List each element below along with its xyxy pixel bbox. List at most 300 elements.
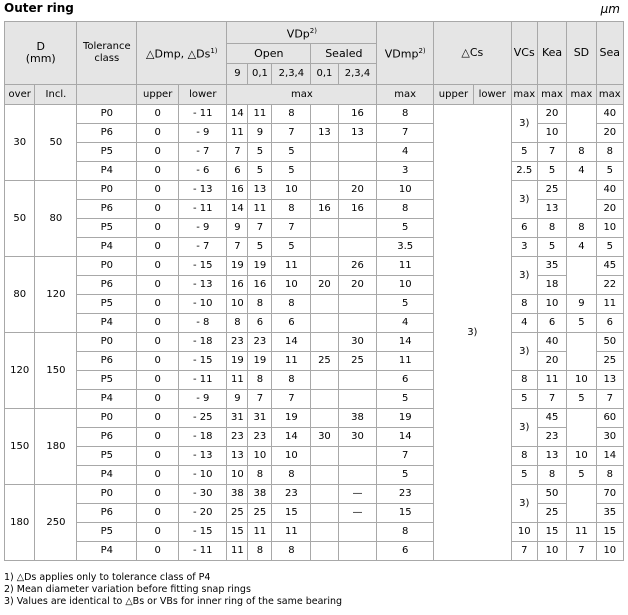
sea-value: 8 <box>596 466 623 485</box>
vdp-sealed-234: 16 <box>338 105 377 124</box>
vdp-open-01: 5 <box>248 238 272 257</box>
vdp-sealed-01 <box>311 485 338 504</box>
vdp-open-9: 38 <box>227 485 248 504</box>
tolerance-class: P5 <box>77 447 137 466</box>
vdp-sealed-234 <box>338 238 377 257</box>
header-upper: upper <box>137 85 179 105</box>
sd-value: 7 <box>567 542 596 561</box>
vdmp: 10 <box>377 276 434 295</box>
vcs-value: 7 <box>511 542 537 561</box>
header-open: Open <box>227 44 311 64</box>
vdp-sealed-01 <box>311 409 338 428</box>
header-cs-upper: upper <box>434 85 474 105</box>
vdp-open-9: 6 <box>227 162 248 181</box>
dmp-upper: 0 <box>137 333 179 352</box>
range-over: 150 <box>5 409 35 485</box>
dmp-lower: - 18 <box>179 428 227 447</box>
vcs-note: 3) <box>511 181 537 219</box>
vdmp: 4 <box>377 314 434 333</box>
vdp-open-234: 19 <box>272 409 311 428</box>
vdp-sealed-01: 13 <box>311 124 338 143</box>
vdp-sealed-01: 25 <box>311 352 338 371</box>
dmp-upper: 0 <box>137 371 179 390</box>
vdp-open-234: 8 <box>272 200 311 219</box>
vdp-sealed-01 <box>311 371 338 390</box>
vdp-sealed-01 <box>311 466 338 485</box>
vdp-open-234: 11 <box>272 257 311 276</box>
range-over: 50 <box>5 181 35 257</box>
kea-value: 25 <box>537 504 566 523</box>
sd-value: 10 <box>567 447 596 466</box>
dmp-lower: - 7 <box>179 238 227 257</box>
header-open-234: 2,3,4 <box>272 64 311 85</box>
tolerance-class: P4 <box>77 542 137 561</box>
sea-value: 60 <box>596 409 623 428</box>
vdp-open-234: 7 <box>272 124 311 143</box>
header-delta-dmp-label: △Dmp, △Ds <box>146 47 211 61</box>
vdp-sealed-01 <box>311 504 338 523</box>
dmp-lower: - 18 <box>179 333 227 352</box>
vdp-open-01: 19 <box>248 352 272 371</box>
vdp-open-01: 38 <box>248 485 272 504</box>
header-sd: SD <box>567 22 596 85</box>
vdp-open-234: 6 <box>272 314 311 333</box>
vdmp: 5 <box>377 466 434 485</box>
vdp-open-9: 11 <box>227 371 248 390</box>
sea-value: 20 <box>596 124 623 143</box>
table-row <box>5 162 624 181</box>
range-over: 180 <box>5 485 35 561</box>
range-incl: 150 <box>35 333 77 409</box>
vcs-value: 4 <box>511 314 537 333</box>
delta-cs-note: 3) <box>434 105 512 561</box>
header-sd-max: max <box>567 85 596 105</box>
sea-value: 14 <box>596 447 623 466</box>
vdp-sealed-234: 20 <box>338 276 377 295</box>
header-vdmp <box>377 22 434 85</box>
vcs-value: 5 <box>511 143 537 162</box>
tolerance-class: P0 <box>77 485 137 504</box>
header-vdp-max: max <box>227 85 377 105</box>
dmp-lower: - 13 <box>179 181 227 200</box>
header-vdmp-max: max <box>377 85 434 105</box>
range-over: 30 <box>5 105 35 181</box>
vdp-sealed-234: 16 <box>338 200 377 219</box>
header-d-unit: (mm) <box>25 52 56 65</box>
table-row <box>5 105 624 124</box>
dmp-lower: - 15 <box>179 257 227 276</box>
table-row <box>5 390 624 409</box>
vdp-sealed-234 <box>338 390 377 409</box>
sea-value: 11 <box>596 295 623 314</box>
vdp-open-9: 7 <box>227 143 248 162</box>
kea-value: 23 <box>537 428 566 447</box>
vdp-open-9: 14 <box>227 200 248 219</box>
sd-value: 10 <box>567 371 596 390</box>
vdp-open-9: 10 <box>227 466 248 485</box>
header-vdp-label: VDp <box>286 27 310 41</box>
header-d-label: D <box>36 40 45 53</box>
table-body <box>5 105 624 561</box>
vdmp: 23 <box>377 485 434 504</box>
vdmp: 19 <box>377 409 434 428</box>
sea-value: 7 <box>596 390 623 409</box>
sd-value: 8 <box>567 143 596 162</box>
kea-value: 45 <box>537 409 566 428</box>
vdp-open-234: 8 <box>272 466 311 485</box>
vdp-open-01: 5 <box>248 162 272 181</box>
vdp-sealed-234 <box>338 447 377 466</box>
kea-value: 20 <box>537 105 566 124</box>
sea-value: 40 <box>596 181 623 200</box>
header-tolerance-blank <box>77 85 137 105</box>
vdp-open-9: 16 <box>227 181 248 200</box>
dmp-lower: - 15 <box>179 352 227 371</box>
vdp-sealed-234: — <box>338 485 377 504</box>
vdp-open-234: 8 <box>272 542 311 561</box>
dmp-upper: 0 <box>137 409 179 428</box>
kea-value: 50 <box>537 485 566 504</box>
vdp-open-01: 25 <box>248 504 272 523</box>
header-vdmp-label: VDmp <box>384 47 419 61</box>
sd-value: 9 <box>567 295 596 314</box>
dmp-upper: 0 <box>137 162 179 181</box>
vdp-open-01: 8 <box>248 295 272 314</box>
vdp-open-01: 19 <box>248 257 272 276</box>
vdp-sealed-01 <box>311 314 338 333</box>
tolerance-class: P0 <box>77 105 137 124</box>
dmp-upper: 0 <box>137 276 179 295</box>
vdp-sealed-01 <box>311 143 338 162</box>
sd-blank <box>567 409 596 447</box>
header-over: over <box>5 85 35 105</box>
vdp-open-234: 8 <box>272 295 311 314</box>
vdp-open-01: 10 <box>248 447 272 466</box>
vdp-open-01: 8 <box>248 466 272 485</box>
dmp-upper: 0 <box>137 466 179 485</box>
header-open-9: 9 <box>227 64 248 85</box>
header-sealed: Sealed <box>311 44 377 64</box>
kea-value: 15 <box>537 523 566 542</box>
tolerance-class: P4 <box>77 162 137 181</box>
range-incl: 250 <box>35 485 77 561</box>
table-row <box>5 523 624 542</box>
dmp-lower: - 9 <box>179 124 227 143</box>
range-incl: 120 <box>35 257 77 333</box>
vdmp: 8 <box>377 200 434 219</box>
vdp-open-234: 23 <box>272 485 311 504</box>
vdp-open-01: 6 <box>248 314 272 333</box>
vdp-sealed-234 <box>338 295 377 314</box>
vdp-open-9: 14 <box>227 105 248 124</box>
vdp-open-9: 13 <box>227 447 248 466</box>
sea-value: 30 <box>596 428 623 447</box>
tolerance-class: P4 <box>77 390 137 409</box>
sea-value: 70 <box>596 485 623 504</box>
vdmp: 8 <box>377 523 434 542</box>
table-row <box>5 371 624 390</box>
vdp-sealed-234 <box>338 523 377 542</box>
vdp-sealed-01 <box>311 219 338 238</box>
vdp-sealed-01 <box>311 333 338 352</box>
vdp-sealed-234: 13 <box>338 124 377 143</box>
header-lower: lower <box>179 85 227 105</box>
dmp-lower: - 8 <box>179 314 227 333</box>
range-incl: 180 <box>35 409 77 485</box>
dmp-upper: 0 <box>137 181 179 200</box>
dmp-upper: 0 <box>137 314 179 333</box>
vcs-note: 3) <box>511 105 537 143</box>
sea-value: 13 <box>596 371 623 390</box>
vdp-open-9: 11 <box>227 542 248 561</box>
kea-value: 5 <box>537 162 566 181</box>
table-row <box>5 333 624 352</box>
sd-value: 5 <box>567 314 596 333</box>
vdp-sealed-01 <box>311 238 338 257</box>
sea-value: 40 <box>596 105 623 124</box>
vdp-sealed-234: 26 <box>338 257 377 276</box>
sd-value: 5 <box>567 466 596 485</box>
vdp-open-01: 7 <box>248 390 272 409</box>
vdmp: 6 <box>377 542 434 561</box>
vdp-sealed-234 <box>338 466 377 485</box>
vdmp: 3.5 <box>377 238 434 257</box>
tolerance-class: P4 <box>77 314 137 333</box>
vdp-open-9: 9 <box>227 219 248 238</box>
sea-value: 35 <box>596 504 623 523</box>
vdmp: 3 <box>377 162 434 181</box>
vdp-open-234: 10 <box>272 181 311 200</box>
footnote-2: 2) Mean diameter variation before fitting snap rings <box>4 584 251 595</box>
vdmp: 7 <box>377 124 434 143</box>
vdmp: 8 <box>377 105 434 124</box>
kea-value: 18 <box>537 276 566 295</box>
vdp-sealed-01: 20 <box>311 276 338 295</box>
vcs-value: 5 <box>511 466 537 485</box>
dmp-lower: - 9 <box>179 219 227 238</box>
kea-value: 10 <box>537 542 566 561</box>
vdp-sealed-01: 30 <box>311 428 338 447</box>
vdp-sealed-234: — <box>338 504 377 523</box>
vdp-open-9: 9 <box>227 390 248 409</box>
range-incl: 80 <box>35 181 77 257</box>
dmp-upper: 0 <box>137 485 179 504</box>
dmp-upper: 0 <box>137 257 179 276</box>
vcs-note: 3) <box>511 333 537 371</box>
dmp-lower: - 13 <box>179 276 227 295</box>
tolerance-class: P5 <box>77 295 137 314</box>
vdp-sealed-01 <box>311 542 338 561</box>
dmp-lower: - 10 <box>179 295 227 314</box>
sd-blank <box>567 181 596 219</box>
dmp-lower: - 11 <box>179 200 227 219</box>
vdmp: 7 <box>377 447 434 466</box>
vdp-sealed-01 <box>311 162 338 181</box>
vcs-value: 6 <box>511 219 537 238</box>
vcs-value: 8 <box>511 447 537 466</box>
vdp-open-01: 8 <box>248 542 272 561</box>
vdmp: 4 <box>377 143 434 162</box>
vdp-open-9: 25 <box>227 504 248 523</box>
vdp-open-9: 31 <box>227 409 248 428</box>
header-vdp <box>227 22 377 44</box>
vdp-open-01: 5 <box>248 143 272 162</box>
vdp-sealed-01 <box>311 523 338 542</box>
vdp-open-234: 7 <box>272 219 311 238</box>
kea-value: 13 <box>537 200 566 219</box>
dmp-upper: 0 <box>137 428 179 447</box>
footnote-1: 1) △Ds applies only to tolerance class of P4 <box>4 572 211 583</box>
dmp-lower: - 10 <box>179 466 227 485</box>
sd-value: 8 <box>567 219 596 238</box>
kea-value: 6 <box>537 314 566 333</box>
vdp-open-234: 5 <box>272 238 311 257</box>
sd-blank <box>567 105 596 143</box>
dmp-lower: - 11 <box>179 105 227 124</box>
vdmp: 10 <box>377 181 434 200</box>
tolerance-class: P0 <box>77 333 137 352</box>
vdp-open-234: 8 <box>272 371 311 390</box>
range-over: 120 <box>5 333 35 409</box>
dmp-upper: 0 <box>137 200 179 219</box>
table-row <box>5 238 624 257</box>
kea-value: 7 <box>537 143 566 162</box>
sd-value: 4 <box>567 162 596 181</box>
tolerance-class: P4 <box>77 238 137 257</box>
header-d <box>5 22 77 85</box>
kea-value: 10 <box>537 124 566 143</box>
tolerance-class: P5 <box>77 219 137 238</box>
vdp-open-01: 11 <box>248 523 272 542</box>
sea-value: 45 <box>596 257 623 276</box>
header-cs-lower: lower <box>473 85 511 105</box>
header-sealed-234: 2,3,4 <box>338 64 377 85</box>
header-incl: Incl. <box>35 85 77 105</box>
dmp-upper: 0 <box>137 447 179 466</box>
tolerance-class: P0 <box>77 257 137 276</box>
sea-value: 15 <box>596 523 623 542</box>
header-tolerance-class: Tolerance class <box>77 22 137 85</box>
vdp-open-9: 23 <box>227 428 248 447</box>
sea-value: 5 <box>596 238 623 257</box>
dmp-upper: 0 <box>137 352 179 371</box>
vdp-sealed-234: 25 <box>338 352 377 371</box>
sd-blank <box>567 485 596 523</box>
outer-ring-tolerance-table <box>4 21 624 561</box>
kea-value: 7 <box>537 390 566 409</box>
vcs-value: 2.5 <box>511 162 537 181</box>
header-sealed-01: 0,1 <box>311 64 338 85</box>
vdp-sealed-01 <box>311 181 338 200</box>
vdp-open-234: 7 <box>272 390 311 409</box>
vdp-open-9: 16 <box>227 276 248 295</box>
vdp-open-01: 8 <box>248 371 272 390</box>
table-row <box>5 409 624 428</box>
vdp-open-234: 15 <box>272 504 311 523</box>
table-row <box>5 447 624 466</box>
tolerance-class: P5 <box>77 523 137 542</box>
vdmp: 11 <box>377 352 434 371</box>
vdp-open-234: 14 <box>272 333 311 352</box>
kea-value: 25 <box>537 181 566 200</box>
vdp-open-01: 23 <box>248 333 272 352</box>
sea-value: 8 <box>596 143 623 162</box>
header-kea: Kea <box>537 22 566 85</box>
vdmp: 5 <box>377 295 434 314</box>
sea-value: 5 <box>596 162 623 181</box>
vdp-open-01: 16 <box>248 276 272 295</box>
footnote-3: 3) Values are identical to △Bs or VBs for inner ring of the same bearing <box>4 596 343 607</box>
header-delta-dmp <box>137 22 227 85</box>
dmp-upper: 0 <box>137 295 179 314</box>
vdp-sealed-01: 16 <box>311 200 338 219</box>
dmp-upper: 0 <box>137 390 179 409</box>
tolerance-class: P4 <box>77 466 137 485</box>
vdp-open-01: 7 <box>248 219 272 238</box>
sd-blank <box>567 257 596 295</box>
kea-value: 5 <box>537 238 566 257</box>
vdp-sealed-234: 30 <box>338 428 377 447</box>
dmp-lower: - 7 <box>179 143 227 162</box>
dmp-lower: - 11 <box>179 542 227 561</box>
vdp-open-9: 23 <box>227 333 248 352</box>
vcs-note: 3) <box>511 485 537 523</box>
vdmp: 11 <box>377 257 434 276</box>
vdmp: 5 <box>377 219 434 238</box>
vdp-sealed-234: 20 <box>338 181 377 200</box>
table-title: Outer ring <box>4 1 74 15</box>
vdp-sealed-01 <box>311 105 338 124</box>
table-row <box>5 181 624 200</box>
header-sea: Sea <box>596 22 623 85</box>
tolerance-class: P5 <box>77 371 137 390</box>
tolerance-class: P0 <box>77 409 137 428</box>
dmp-upper: 0 <box>137 504 179 523</box>
vcs-value: 8 <box>511 295 537 314</box>
kea-value: 13 <box>537 447 566 466</box>
vdp-sealed-01 <box>311 257 338 276</box>
vdp-open-01: 13 <box>248 181 272 200</box>
kea-value: 10 <box>537 295 566 314</box>
dmp-lower: - 30 <box>179 485 227 504</box>
tolerance-class: P0 <box>77 181 137 200</box>
vdp-open-234: 10 <box>272 276 311 295</box>
vdp-open-9: 7 <box>227 238 248 257</box>
dmp-upper: 0 <box>137 542 179 561</box>
kea-value: 40 <box>537 333 566 352</box>
dmp-upper: 0 <box>137 523 179 542</box>
vdp-open-01: 11 <box>248 105 272 124</box>
sea-value: 20 <box>596 200 623 219</box>
vdp-open-234: 5 <box>272 162 311 181</box>
vdmp: 14 <box>377 428 434 447</box>
kea-value: 8 <box>537 466 566 485</box>
vcs-note: 3) <box>511 257 537 295</box>
table-row <box>5 485 624 504</box>
table-row <box>5 466 624 485</box>
footnotes <box>4 572 342 608</box>
tolerance-class: P6 <box>77 276 137 295</box>
vdp-open-9: 10 <box>227 295 248 314</box>
vdp-sealed-234 <box>338 219 377 238</box>
unit-label: μm <box>600 2 620 16</box>
kea-value: 20 <box>537 352 566 371</box>
vdp-sealed-01 <box>311 447 338 466</box>
vcs-value: 10 <box>511 523 537 542</box>
kea-value: 35 <box>537 257 566 276</box>
vdp-sealed-234 <box>338 542 377 561</box>
vdmp: 14 <box>377 333 434 352</box>
